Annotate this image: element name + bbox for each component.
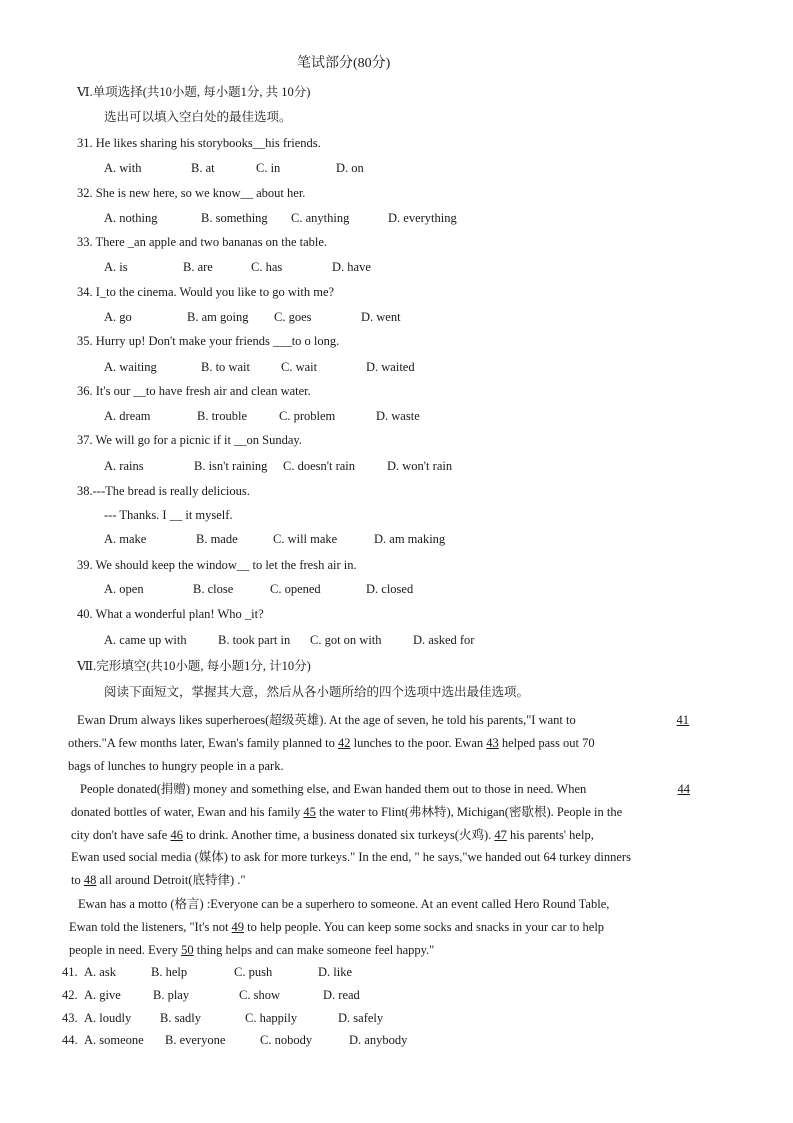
option-b: B. to wait <box>201 360 250 374</box>
option-a: A. give <box>84 988 121 1002</box>
option-c: C. will make <box>273 532 338 546</box>
passage-p2-line4: Ewan used social media (媒体) to ask for more turkeys." In the end, " he says,"we handed out 64 turkey dinners <box>71 850 631 864</box>
option-c: C. push <box>234 965 273 979</box>
blank-43: 43 <box>486 736 499 750</box>
option-b: B. trouble <box>197 409 247 423</box>
question-39-stem: 39. We should keep the window__ to let the fresh air in. <box>77 558 357 572</box>
blank-46: 46 <box>170 828 183 842</box>
passage-p2-line1: People donated(捐赠) money and something else, and Ewan handed them out to those in need. When 44 <box>80 782 690 796</box>
option-d: D. am making <box>374 532 446 546</box>
passage-p3-line3: people in need. Every 50 thing helps and can make someone feel happy." <box>69 943 435 957</box>
option-b: B. close <box>193 582 234 596</box>
option-b: B. play <box>153 988 190 1002</box>
option-b: B. help <box>151 965 188 979</box>
option-b: B. took part in <box>218 633 291 647</box>
option-d: D. safely <box>338 1011 384 1025</box>
question-34-stem: 34. I_to the cinema. Would you like to go with me? <box>77 285 335 299</box>
section-7-heading: Ⅶ.完形填空(共10小题, 每小题1分, 计10分) <box>77 659 311 673</box>
section-6-heading: Ⅵ.单项选择(共10小题, 每小题1分, 共 10分) <box>77 85 311 99</box>
option-a: A. someone <box>84 1033 144 1047</box>
question-36-stem: 36. It's our __to have fresh air and clean water. <box>77 384 311 398</box>
option-d: D. won't rain <box>387 459 453 473</box>
option-b: B. made <box>196 532 238 546</box>
question-38-stem: 38.---The bread is really delicious. <box>77 484 250 498</box>
option-d: D. everything <box>388 211 457 225</box>
option-a: A. go <box>104 310 132 324</box>
question-37-stem: 37. We will go for a picnic if it __on Sunday. <box>77 433 302 447</box>
question-40-stem: 40. What a wonderful plan! Who _it? <box>77 607 264 621</box>
option-a: A. is <box>104 260 128 274</box>
option-a: A. open <box>104 582 144 596</box>
option-d: D. waste <box>376 409 420 423</box>
option-d: D. have <box>332 260 371 274</box>
option-c: C. wait <box>281 360 318 374</box>
option-a: A. ask <box>84 965 116 979</box>
blank-42: 42 <box>338 736 351 750</box>
option-c: C. show <box>239 988 280 1002</box>
option-c: C. got on with <box>310 633 382 647</box>
passage-p1-line3: bags of lunches to hungry people in a park. <box>68 759 284 773</box>
option-d: D. waited <box>366 360 415 374</box>
option-a: A. dream <box>104 409 151 423</box>
option-a: A. rains <box>104 459 144 473</box>
blank-48: 48 <box>83 873 97 887</box>
answer-number: 41. <box>62 965 78 979</box>
option-b: B. are <box>183 260 213 274</box>
passage-p2-line2: donated bottles of water, Ewan and his family 45 the water to Flint(弗林特), Michigan(密歇根). People in the <box>71 805 623 819</box>
passage-p1-line1: Ewan Drum always likes superheroes(超级英雄). At the age of seven, he told his parents,"I want to 41 <box>77 713 689 727</box>
section-6-instruction: 选出可以填入空白处的最佳选项。 <box>104 110 292 124</box>
option-b: B. am going <box>187 310 249 324</box>
option-a: A. with <box>104 161 142 175</box>
passage-p2-line5: to 48 all around Detroit(底特律) ." <box>71 873 246 887</box>
question-33-stem: 33. There _an apple and two bananas on the table. <box>77 235 328 249</box>
option-a: A. nothing <box>104 211 158 225</box>
blank-41: 41 <box>676 713 689 727</box>
option-c: C. problem <box>279 409 336 423</box>
option-c: C. nobody <box>260 1033 313 1047</box>
option-d: D. closed <box>366 582 414 596</box>
passage-p2-line3: city don't have safe 46 to drink. Another time, a business donated six turkeys(火鸡). 47 his parents' help, <box>71 828 594 842</box>
answer-number: 42. <box>62 988 78 1002</box>
answer-number: 43. <box>62 1011 78 1025</box>
option-c: C. opened <box>270 582 321 596</box>
option-b: B. something <box>201 211 268 225</box>
option-d: D. read <box>323 988 360 1002</box>
option-a: A. loudly <box>84 1011 132 1025</box>
passage-p3-line1: Ewan has a motto (格言) :Everyone can be a superhero to someone. At an event called Hero Round Table, <box>78 897 610 911</box>
option-c: C. has <box>251 260 283 274</box>
option-b: B. at <box>191 161 215 175</box>
option-b: B. everyone <box>165 1033 226 1047</box>
question-32-stem: 32. She is new here, so we know__ about her. <box>77 186 306 200</box>
option-d: D. went <box>361 310 401 324</box>
question-38-stem-reply: --- Thanks. I __ it myself. <box>104 508 233 522</box>
option-d: D. asked for <box>413 633 475 647</box>
section-7-instruction: 阅读下面短文，掌握其大意，然后从各小题所给的四个选项中选出最佳选项。 <box>104 685 530 699</box>
option-c: C. doesn't rain <box>283 459 356 473</box>
blank-50: 50 <box>181 943 194 957</box>
answer-number: 44. <box>62 1033 78 1047</box>
page-title: 笔试部分(80分) <box>297 56 391 71</box>
option-b: B. sadly <box>160 1011 201 1025</box>
blank-44: 44 <box>677 782 690 796</box>
option-c: C. in <box>256 161 281 175</box>
question-35-stem: 35. Hurry up! Don't make your friends ___to o long. <box>77 334 340 348</box>
option-d: D. like <box>318 965 353 979</box>
blank-47: 47 <box>494 828 507 842</box>
option-a: A. came up with <box>104 633 187 647</box>
passage-p3-line2: Ewan told the listeners, "It's not 49 to help people. You can keep some socks and snacks in your car to help <box>69 920 605 934</box>
option-c: C. anything <box>291 211 350 225</box>
option-a: A. waiting <box>104 360 157 374</box>
option-d: D. anybody <box>349 1033 408 1047</box>
passage-p1-line2: others."A few months later, Ewan's family planned to 42 lunches to the poor. Ewan 43 helped pass out 70 <box>68 736 595 750</box>
blank-49: 49 <box>231 920 245 934</box>
option-c: C. goes <box>274 310 312 324</box>
question-31-stem: 31. He likes sharing his storybooks__his friends. <box>77 136 321 150</box>
option-c: C. happily <box>245 1011 298 1025</box>
option-d: D. on <box>336 161 364 175</box>
blank-45: 45 <box>303 805 316 819</box>
option-b: B. isn't raining <box>194 459 268 473</box>
option-a: A. make <box>104 532 147 546</box>
